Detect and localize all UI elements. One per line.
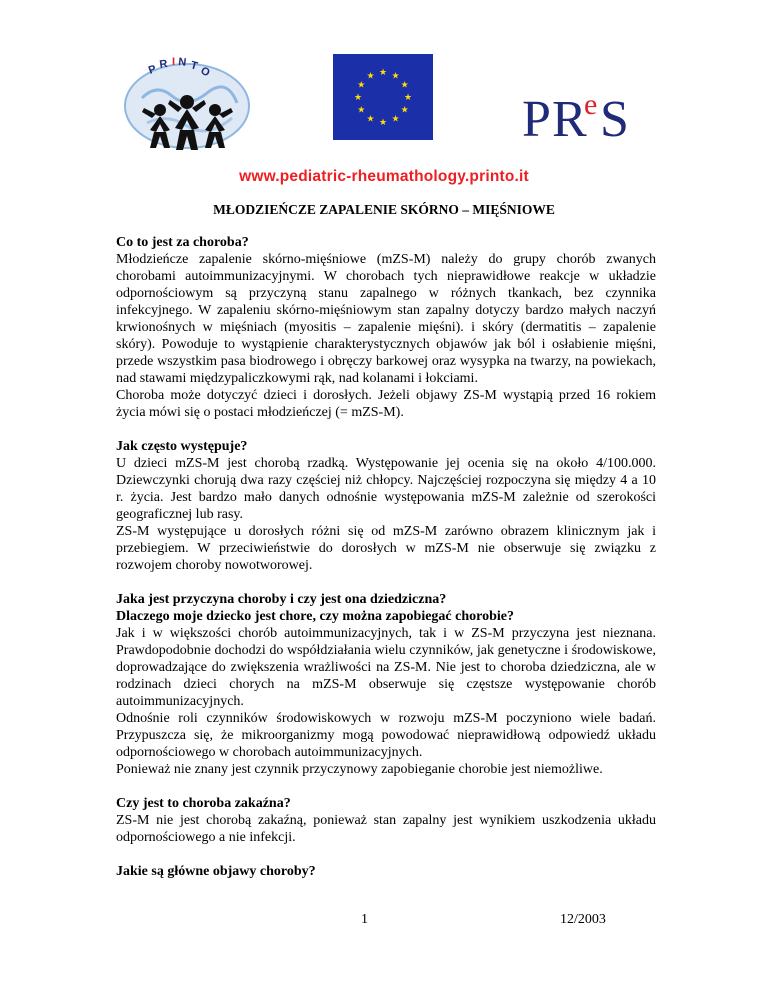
svg-text:P: P [522, 91, 551, 144]
svg-text:★: ★ [357, 80, 366, 91]
svg-text:R: R [158, 57, 169, 71]
paragraph: Jak i w większości chorób autoimmunizacyjnych, tak i w ZS-M przyczyna jest nieznana. Prawdopodobnie dochodzi do współdziałania wielu czynników, jak genetyczne i środowiskowe, doprowadzające do zwiększenia wrażliwości na ZS-M. Nie jest to choroba dziedziczna, ale w rodzinach dzieci chorych na mZS-M obserwuje się częstsze występowanie chorób autoimmunizacyjnych. [116, 626, 656, 709]
svg-text:★: ★ [400, 80, 409, 91]
eu-flag-logo [333, 54, 433, 140]
section-frequency [116, 438, 656, 574]
document-title: MŁODZIEŃCZE ZAPALENIE SKÓRNO – MIĘŚNIOWE [213, 202, 555, 217]
svg-text:★: ★ [353, 93, 363, 103]
svg-text:S: S [600, 91, 629, 144]
section-heading: Jaka jest przyczyna choroby i czy jest ona dziedziczna? [116, 592, 447, 607]
svg-text:T: T [189, 59, 199, 73]
section-contagious [116, 795, 656, 846]
paragraph: U dzieci mZS-M jest chorobą rzadką. Występowanie jej ocenia się na około 4/100.000. Dziewczynki chorują dwa razy częściej niż chłopcy. Najczęściej rozpoczyna się między 4 a 10 r. życia. Jest bardzo mało danych odnośnie występowania mZS-M zależnie od szerokości geograficznej lub rasy. [116, 456, 656, 522]
svg-text:★: ★ [378, 118, 388, 128]
website-url[interactable]: www.pediatric-rheumathology.printo.it [239, 168, 529, 185]
paragraph: ZS-M nie jest chorobą zakaźną, ponieważ stan zapalny jest wynikiem uszkodzenia układu odpornościowego a nie infekcji. [116, 813, 656, 845]
paragraph: Ponieważ nie znany jest czynnik przyczynowy zapobieganie chorobie jest niemożliwe. [116, 762, 603, 777]
pres-logo [522, 84, 632, 144]
svg-text:N: N [177, 56, 187, 69]
section-symptoms [116, 863, 656, 880]
printo-logo [112, 48, 262, 160]
paragraph: Odnośnie roli czynników środowiskowych w rozwoju mZS-M poczyniono wiele badań. Przypuszcza się, że mikroorganizmy mogą powodować nieprawidłową odpowiedź układu odpornościowego w chorobach autoimmunizacyjnych. [116, 711, 656, 760]
svg-text:O: O [198, 64, 212, 80]
svg-text:★: ★ [391, 114, 400, 125]
document-body [116, 234, 656, 897]
footer-date: 12/2003 [560, 912, 606, 927]
svg-text:★: ★ [403, 93, 413, 103]
svg-text:P: P [146, 63, 158, 77]
svg-text:★: ★ [366, 71, 375, 82]
paragraph: Choroba może dotyczyć dzieci i dorosłych. Jeżeli objawy ZS-M wystąpią przed 16 rokiem życia mówi się o postaci młodzieńczej (= mZS-M). [116, 388, 656, 420]
logo-bar [0, 0, 768, 170]
svg-text:★: ★ [357, 105, 366, 116]
section-what-is [116, 234, 656, 421]
section-cause [116, 591, 656, 778]
svg-text:★: ★ [400, 105, 409, 116]
paragraph: Młodzieńcze zapalenie skórno-mięśniowe (mZS-M) należy do grupy chorób zwanych chorobami autoimmunizacyjnymi. W chorobach tych nieprawidłowe reakcje w układzie odpornościowym są przyczyną stanu zapalnego w różnych tkankach, bez czynnika infekcyjnego. W zapaleniu skórno-mięśniowym stan zapalny dotyczy bardzo małych naczyń krwionośnych w mięśniach (myositis – zapalenie mięśni). i skóry (dermatitis – zapalenie skóry). Powoduje to wystąpienie charakterystycznych objawów jak ból i osłabienie mięśni, przede wszystkim pasa biodrowego i obręczy barkowej oraz wysypka na twarzy, na powiekach, nad stawami międzypaliczkowymi rąk, nad kolanami i łokciami. [116, 252, 656, 386]
svg-text:e: e [584, 88, 598, 121]
section-heading: Jak często występuje? [116, 439, 248, 454]
svg-text:R: R [552, 91, 587, 144]
svg-text:★: ★ [391, 71, 400, 82]
svg-text:I: I [172, 56, 176, 68]
section-heading: Co to jest za choroba? [116, 235, 249, 250]
section-subheading: Dlaczego moje dziecko jest chore, czy można zapobiegać chorobie? [116, 609, 514, 624]
paragraph: ZS-M występujące u dorosłych różni się od mZS-M zarówno obrazem klinicznym jak i przebiegiem. W przeciwieństwie do dorosłych w mZS-M nie obserwuje się związku z rozwojem choroby nowotworowej. [116, 524, 656, 573]
svg-text:★: ★ [366, 114, 375, 125]
page-number: 1 [361, 912, 368, 927]
section-heading: Jakie są główne objawy choroby? [116, 864, 316, 879]
section-heading: Czy jest to choroba zakaźna? [116, 796, 291, 811]
svg-text:★: ★ [378, 68, 388, 78]
